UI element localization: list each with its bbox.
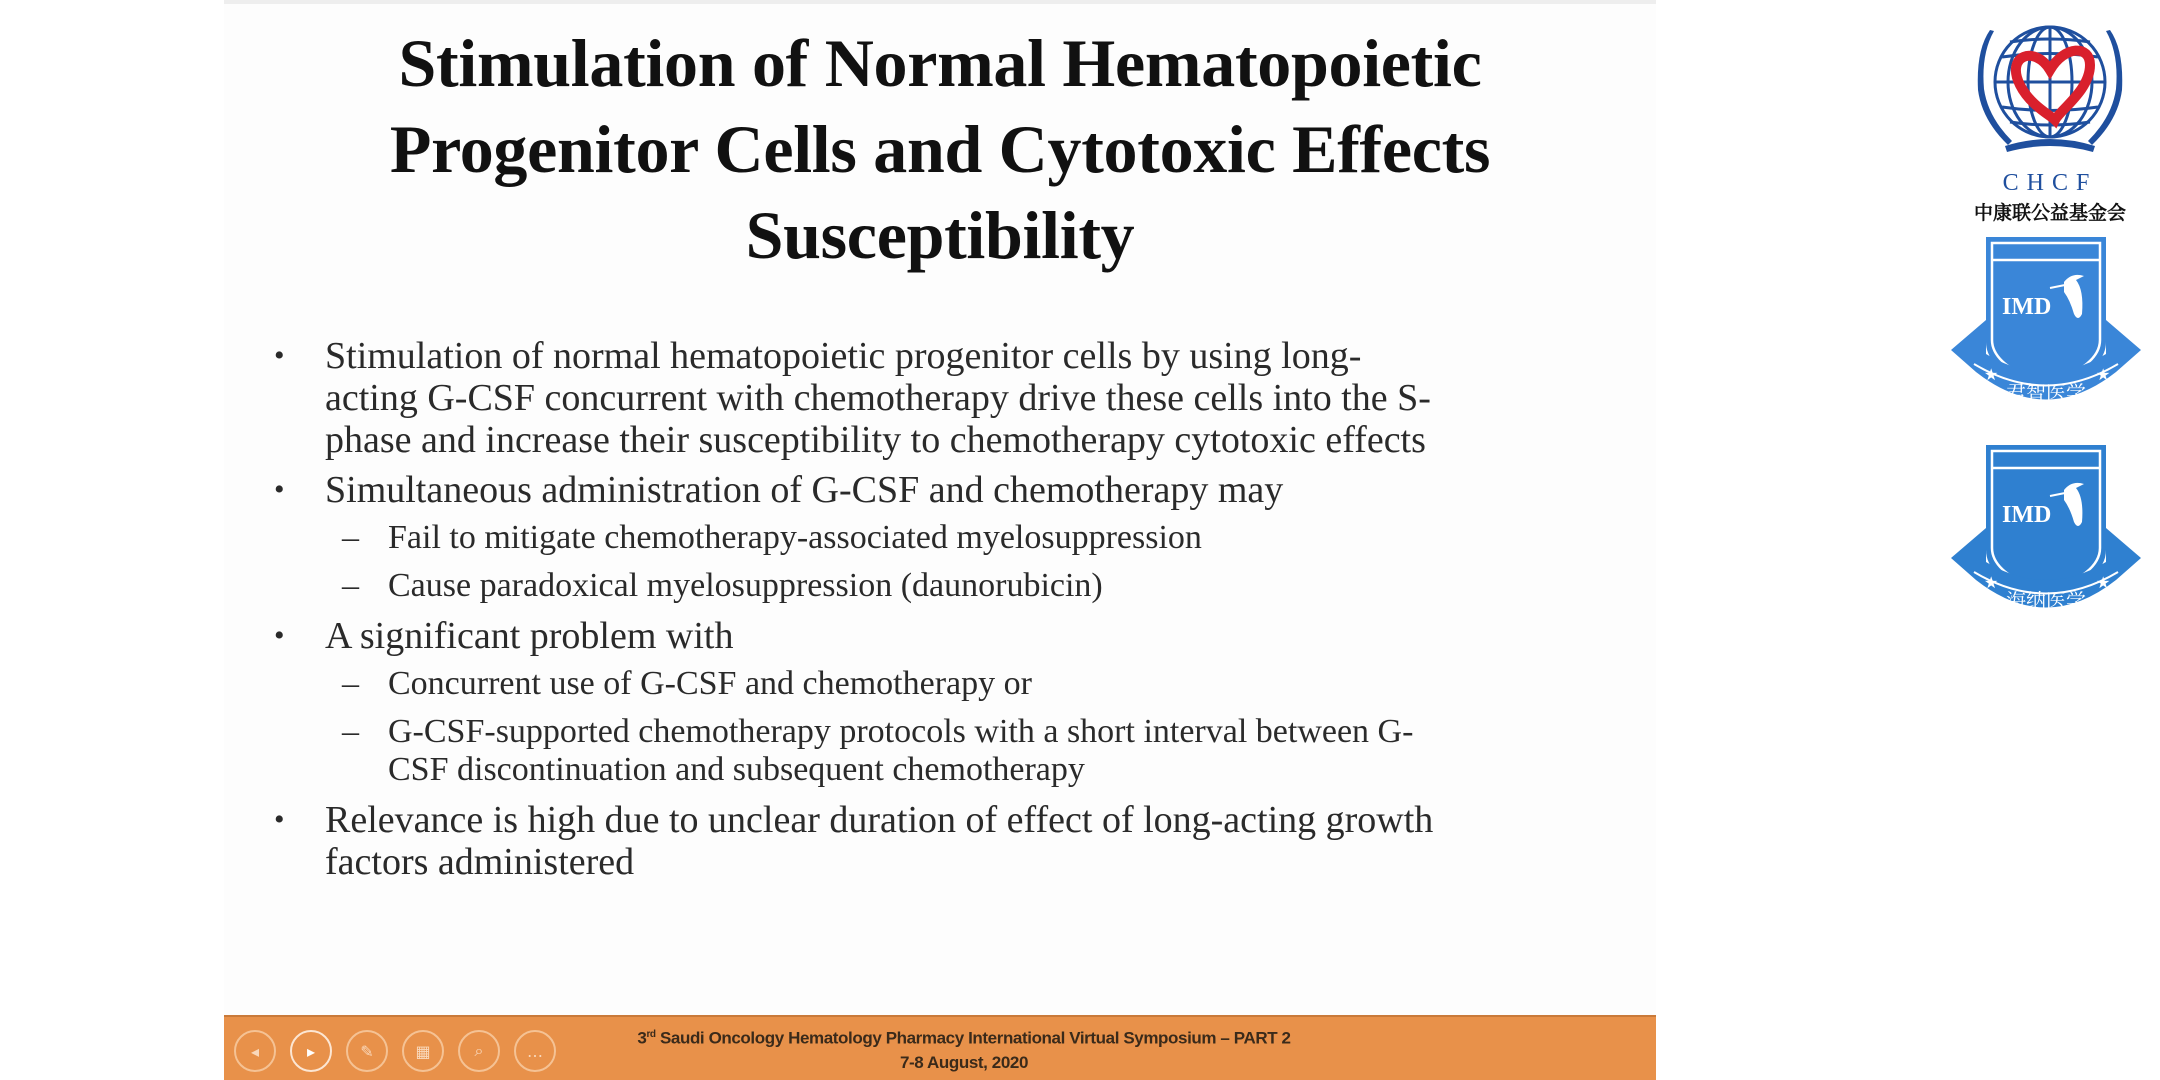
bullet-dot: • [274, 473, 285, 506]
slide-top-edge [224, 0, 1656, 4]
bullet-item [224, 335, 1656, 461]
more-options-icon: … [527, 1041, 543, 1061]
zoom-icon: ⌕ [474, 1041, 484, 1060]
slide-title [224, 20, 1656, 278]
imd-haina-chinese-name: 海纳医学 [2006, 589, 2086, 613]
bullet-dot: • [274, 339, 285, 372]
svg-text:IMD: IMD [2002, 502, 2052, 528]
bullet-text: Simultaneous administration of G-CSF and chemotherapy may [325, 469, 1284, 511]
sub-bullet-item [224, 519, 1656, 557]
sub-bullet-item [224, 713, 1656, 789]
svg-text:★: ★ [2096, 573, 2111, 592]
next-slide-button[interactable] [290, 1030, 332, 1072]
ordinal-suffix: rd [646, 1029, 656, 1040]
previous-slide-button[interactable] [234, 1030, 276, 1072]
svg-text:★: ★ [1984, 365, 1999, 384]
see-all-slides-button[interactable] [402, 1030, 444, 1072]
bullet-text: acting G-CSF concurrent with chemotherapy drive these cells into the S- [325, 377, 1431, 419]
svg-text:★: ★ [2096, 365, 2111, 384]
title-line: Susceptibility [745, 197, 1135, 273]
bullet-dot: • [274, 619, 285, 652]
pen-button[interactable] [346, 1030, 388, 1072]
previous-slide-icon: ◂ [250, 1041, 260, 1061]
slide-footer-banner [224, 1015, 1656, 1080]
sub-bullet-item [224, 567, 1656, 605]
chcf-chinese-name: 中康联公益基金会 [1973, 202, 2126, 224]
pen-icon: ✎ [360, 1041, 374, 1061]
imd-junzhi-chinese-name: 君智医学 [2006, 381, 2086, 405]
bullet-item [224, 469, 1656, 511]
bullet-text: A significant problem with [325, 615, 734, 657]
sub-bullet-dash: – [342, 567, 359, 604]
bullet-text: factors administered [325, 841, 635, 883]
symposium-title [544, 1023, 1384, 1051]
bullet-text: Relevance is high due to unclear duration of effect of long-acting growth [325, 799, 1434, 841]
slides-grid-icon: ▦ [415, 1041, 431, 1061]
bullet-text: Stimulation of normal hematopoietic progenitor cells by using long- [325, 335, 1362, 377]
sub-bullet-text: Cause paradoxical myelosuppression (daunorubicin) [388, 567, 1103, 604]
slide-body [224, 335, 1656, 891]
chcf-logo [1950, 10, 2150, 224]
bullet-item [224, 615, 1656, 657]
presentation-slide [224, 0, 1656, 1080]
zoom-button[interactable] [458, 1030, 500, 1072]
bullet-text: phase and increase their susceptibility to chemotherapy cytotoxic effects [325, 419, 1426, 461]
sub-bullet-item [224, 665, 1656, 703]
presentation-controls [234, 1029, 556, 1073]
symposium-name: Saudi Oncology Hematology Pharmacy International Virtual Symposium – PART 2 [655, 1028, 1291, 1048]
sub-bullet-text: G-CSF-supported chemotherapy protocols with a short interval between G- [388, 713, 1414, 750]
sub-bullet-text: CSF discontinuation and subsequent chemotherapy [388, 751, 1085, 788]
imd-haina-logo [1946, 440, 2146, 630]
next-slide-icon: ▸ [306, 1041, 316, 1061]
sub-bullet-dash: – [342, 713, 359, 750]
sub-bullet-dash: – [342, 519, 359, 556]
svg-text:IMD: IMD [2002, 294, 2052, 320]
chcf-acronym: CHCF [2002, 170, 2098, 196]
symposium-date: 7-8 August, 2020 [899, 1052, 1029, 1072]
title-line: Stimulation of Normal Hematopoietic [398, 25, 1482, 101]
imd-junzhi-logo [1946, 232, 2146, 422]
sub-bullet-text: Concurrent use of G-CSF and chemotherapy or [388, 665, 1032, 702]
footer-text [544, 1023, 1384, 1075]
bullet-item [224, 799, 1656, 883]
sub-bullet-dash: – [342, 665, 359, 702]
title-line: Progenitor Cells and Cytotoxic Effects [389, 111, 1491, 187]
ordinal-number: 3 [637, 1028, 647, 1048]
bullet-dot: • [274, 803, 285, 836]
svg-text:★: ★ [1984, 573, 1999, 592]
globe-laurel-icon [1950, 10, 2150, 170]
sub-bullet-text: Fail to mitigate chemotherapy-associated myelosuppression [388, 519, 1202, 556]
